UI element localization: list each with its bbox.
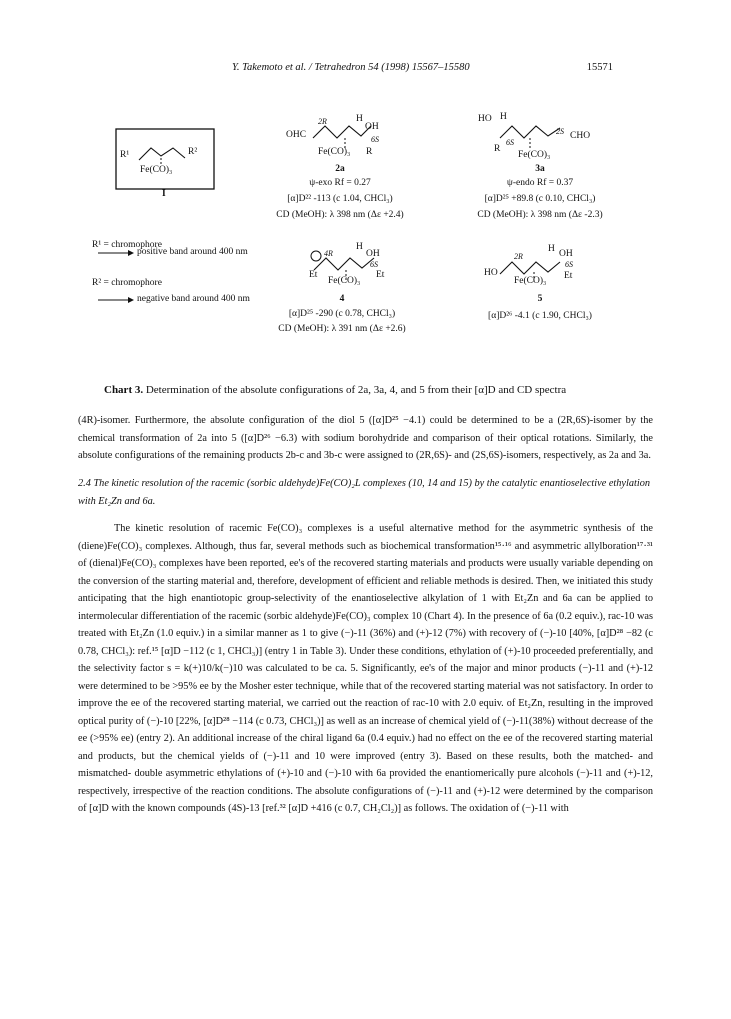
stereo-2r: 2R (514, 252, 523, 261)
oh-group: OH (365, 122, 379, 132)
ethyl-group: Et (309, 270, 318, 280)
arrow-icon (98, 296, 134, 304)
fe-co3: Fe(CO)₃ (514, 276, 547, 286)
compound-label: 2a (335, 164, 345, 174)
cd-spectrum: CD (MeOH): λ 391 nm (Δε +2.6) (278, 324, 406, 334)
paragraph-1 (78, 412, 653, 465)
h-atom: H (356, 114, 363, 124)
stereo-2r: 2R (318, 117, 327, 126)
fe-co3: Fe(CO)₃ (318, 147, 351, 157)
ethyl-group: Et (564, 271, 573, 281)
negative-band: negative band around 400 nm (137, 294, 250, 304)
r-group: R (366, 147, 373, 157)
fe-co3: Fe(CO)₃ (328, 276, 361, 286)
chart-caption-label: Chart 3. (104, 384, 144, 396)
r2-chromophore: R² = chromophore (92, 278, 162, 288)
stereo-6s: 6S (506, 138, 514, 147)
optical-rotation: [α]D²⁵ +89.8 (c 0.10, CHCl₃) (484, 194, 596, 204)
stereo-6s: 6S (370, 260, 378, 269)
optical-rotation: [α]D²⁶ -4.1 (c 1.90, CHCl₃) (488, 311, 592, 321)
stereo-2s: 2S (556, 127, 564, 136)
ethyl-group: Et (376, 270, 385, 280)
isomer-rf: ψ-exo Rf = 0.27 (309, 178, 371, 188)
ho-group: HO (478, 114, 492, 124)
r1-chromophore: R¹ = chromophore (92, 240, 162, 250)
isomer-rf: ψ-endo Rf = 0.37 (506, 178, 574, 188)
r-group: R (494, 144, 501, 154)
oh-group: OH (559, 249, 573, 259)
compound-label: 3a (535, 164, 545, 174)
paragraph-1-text: (4R)-isomer. Furthermore, the absolute configuration of the diol 5 ([α]D²⁵ −4.1) could be determined to be a (2R,6S)-isomer by the chemical transformation of 2a into 5 ([α]D²⁶ −6.3) with sodium borohydride and comparison of their optical rotations. Similarly, the absolute configurations of the remaining products 2b-c and 3b-c were assigned to (2R,6S)- and (2S,6S)-isomers, respectively, as 2a and 3a. (78, 415, 653, 461)
section-heading: 2.4 The kinetic resolution of the racemic (sorbic aldehyde)Fe(CO)₂L complexes (10, 14 and 15) by the catalytic enantioselective ethylation with Et₂Zn and 6a. (78, 478, 651, 507)
stereo-4r: 4R (324, 249, 333, 258)
fe-co3: Fe(CO)₃ (140, 165, 173, 175)
cd-spectrum: CD (MeOH): λ 398 nm (Δε -2.3) (477, 210, 603, 220)
h-atom: H (356, 242, 363, 252)
cd-spectrum: CD (MeOH): λ 398 nm (Δε +2.4) (276, 210, 404, 220)
arrow-icon (98, 249, 134, 257)
stereo-6s: 6S (371, 135, 379, 144)
stereo-6s: 6S (565, 260, 573, 269)
paragraph-2 (78, 520, 653, 818)
ohc-group: OHC (286, 130, 307, 140)
cho-group: CHO (570, 131, 591, 141)
optical-rotation: [α]D²² -113 (c 1.04, CHCl₃) (287, 194, 393, 204)
running-title: Y. Takemoto et al. / Tetrahedron 54 (1998) 15567–15580 (232, 62, 470, 73)
ho-group: HO (484, 268, 498, 278)
r2-label: R² (188, 147, 198, 157)
h-atom: H (500, 112, 507, 122)
oh-group: OH (366, 249, 380, 259)
compound-label: 4 (339, 294, 345, 304)
chart-caption (104, 384, 566, 396)
structure-label-I: I (162, 189, 166, 199)
fe-co3: Fe(CO)₃ (518, 150, 551, 160)
optical-rotation: [α]D²⁵ -290 (c 0.78, CHCl₃) (288, 309, 396, 319)
compound-label: 5 (537, 294, 543, 304)
chart-caption-text: Determination of the absolute configurations of 2a, 3a, 4, and 5 from their [α]D and CD spectra (143, 384, 567, 396)
page-number: 15571 (586, 62, 613, 73)
positive-band: positive band around 400 nm (137, 247, 248, 257)
paragraph-2-text: The kinetic resolution of racemic Fe(CO)₃ complexes is a useful alternative method for the asymmetric synthesis of the (diene)Fe(CO)₃ complexes. Although, thus far, several methods such as biochemical transformation¹⁵·¹⁶ and asymmetric allylboration¹⁷·³¹ of (dienal)Fe(CO)₃ complexes have been reported, ee's of the recovered starting materials and products were usually variable depending on the conversion of the starting material and, therefore, development of efficient and reliable methods is desired. Then, we initiated this study anticipating that the high enantiotopic group-selectivity of the enantioselective alkylation of 1 with Et₂Zn and 6a can be applied to intermolecular differentiation of the racemic (sorbic aldehyde)Fe(CO)₃ complex 10 (Chart 4). In the presence of 6a (0.2 equiv.), rac-10 was treated with Et₂Zn (1.0 equiv.) in a similar manner as 1 to give (−)-11 (36%) and (+)-12 (7%) with recovery of (−)-10 [40%, [α]D²⁸ −82 (c 0.78, CHCl₃): ref.¹⁵ [α]D −112 (c 1, CHCl₃)] (entry 1 in Table 3). Under these conditions, ethylation of (+)-10 proceeded preferentially, and the selectivity factor s = k(+)10/k(−)10 was calculated to be ca. 5. Significantly, ee's of the major and minor products (−)-11 and (+)-12 were determined to be >95% ee by the Mosher ester technique, while that of the recovered starting material was not satisfactory. In order to improve the ee of the recovered starting material, we carried out the reaction of rac-10 with 2.0 equiv. of Et₂Zn, resulting in the improved optical purity of (−)-10 [22%, [α]D²⁸ −114 (c 0.73, CHCl₃)] as well as an increase of chemical yield of (−)-11(38%) without decrease of the ee (>95% ee) (entry 2). An additional increase of the chiral ligand 6a (0.4 equiv.) had no effect on the ee of the recovered starting material and products, but the chemical yields of (−)-11 and 10 were improved (entry 3). Based on these results, both the matched- and mismatched- double asymmetric ethylations of (+)-10 and (−)-10 with 6a provided the enantiomerically pure alcohols (−)-11 and (+)-12, respectively, irrespective of the reaction conditions. The absolute configurations of (−)-11 and (+)-12 were determined by the comparison of [α]D with the known compounds (4S)-13 [ref.³² [α]D +416 (c 0.7, CH₂Cl₂)] as follows. The oxidation of (−)-11 with (78, 523, 654, 814)
h-atom: H (548, 244, 555, 254)
r1-label: R¹ (120, 150, 130, 160)
